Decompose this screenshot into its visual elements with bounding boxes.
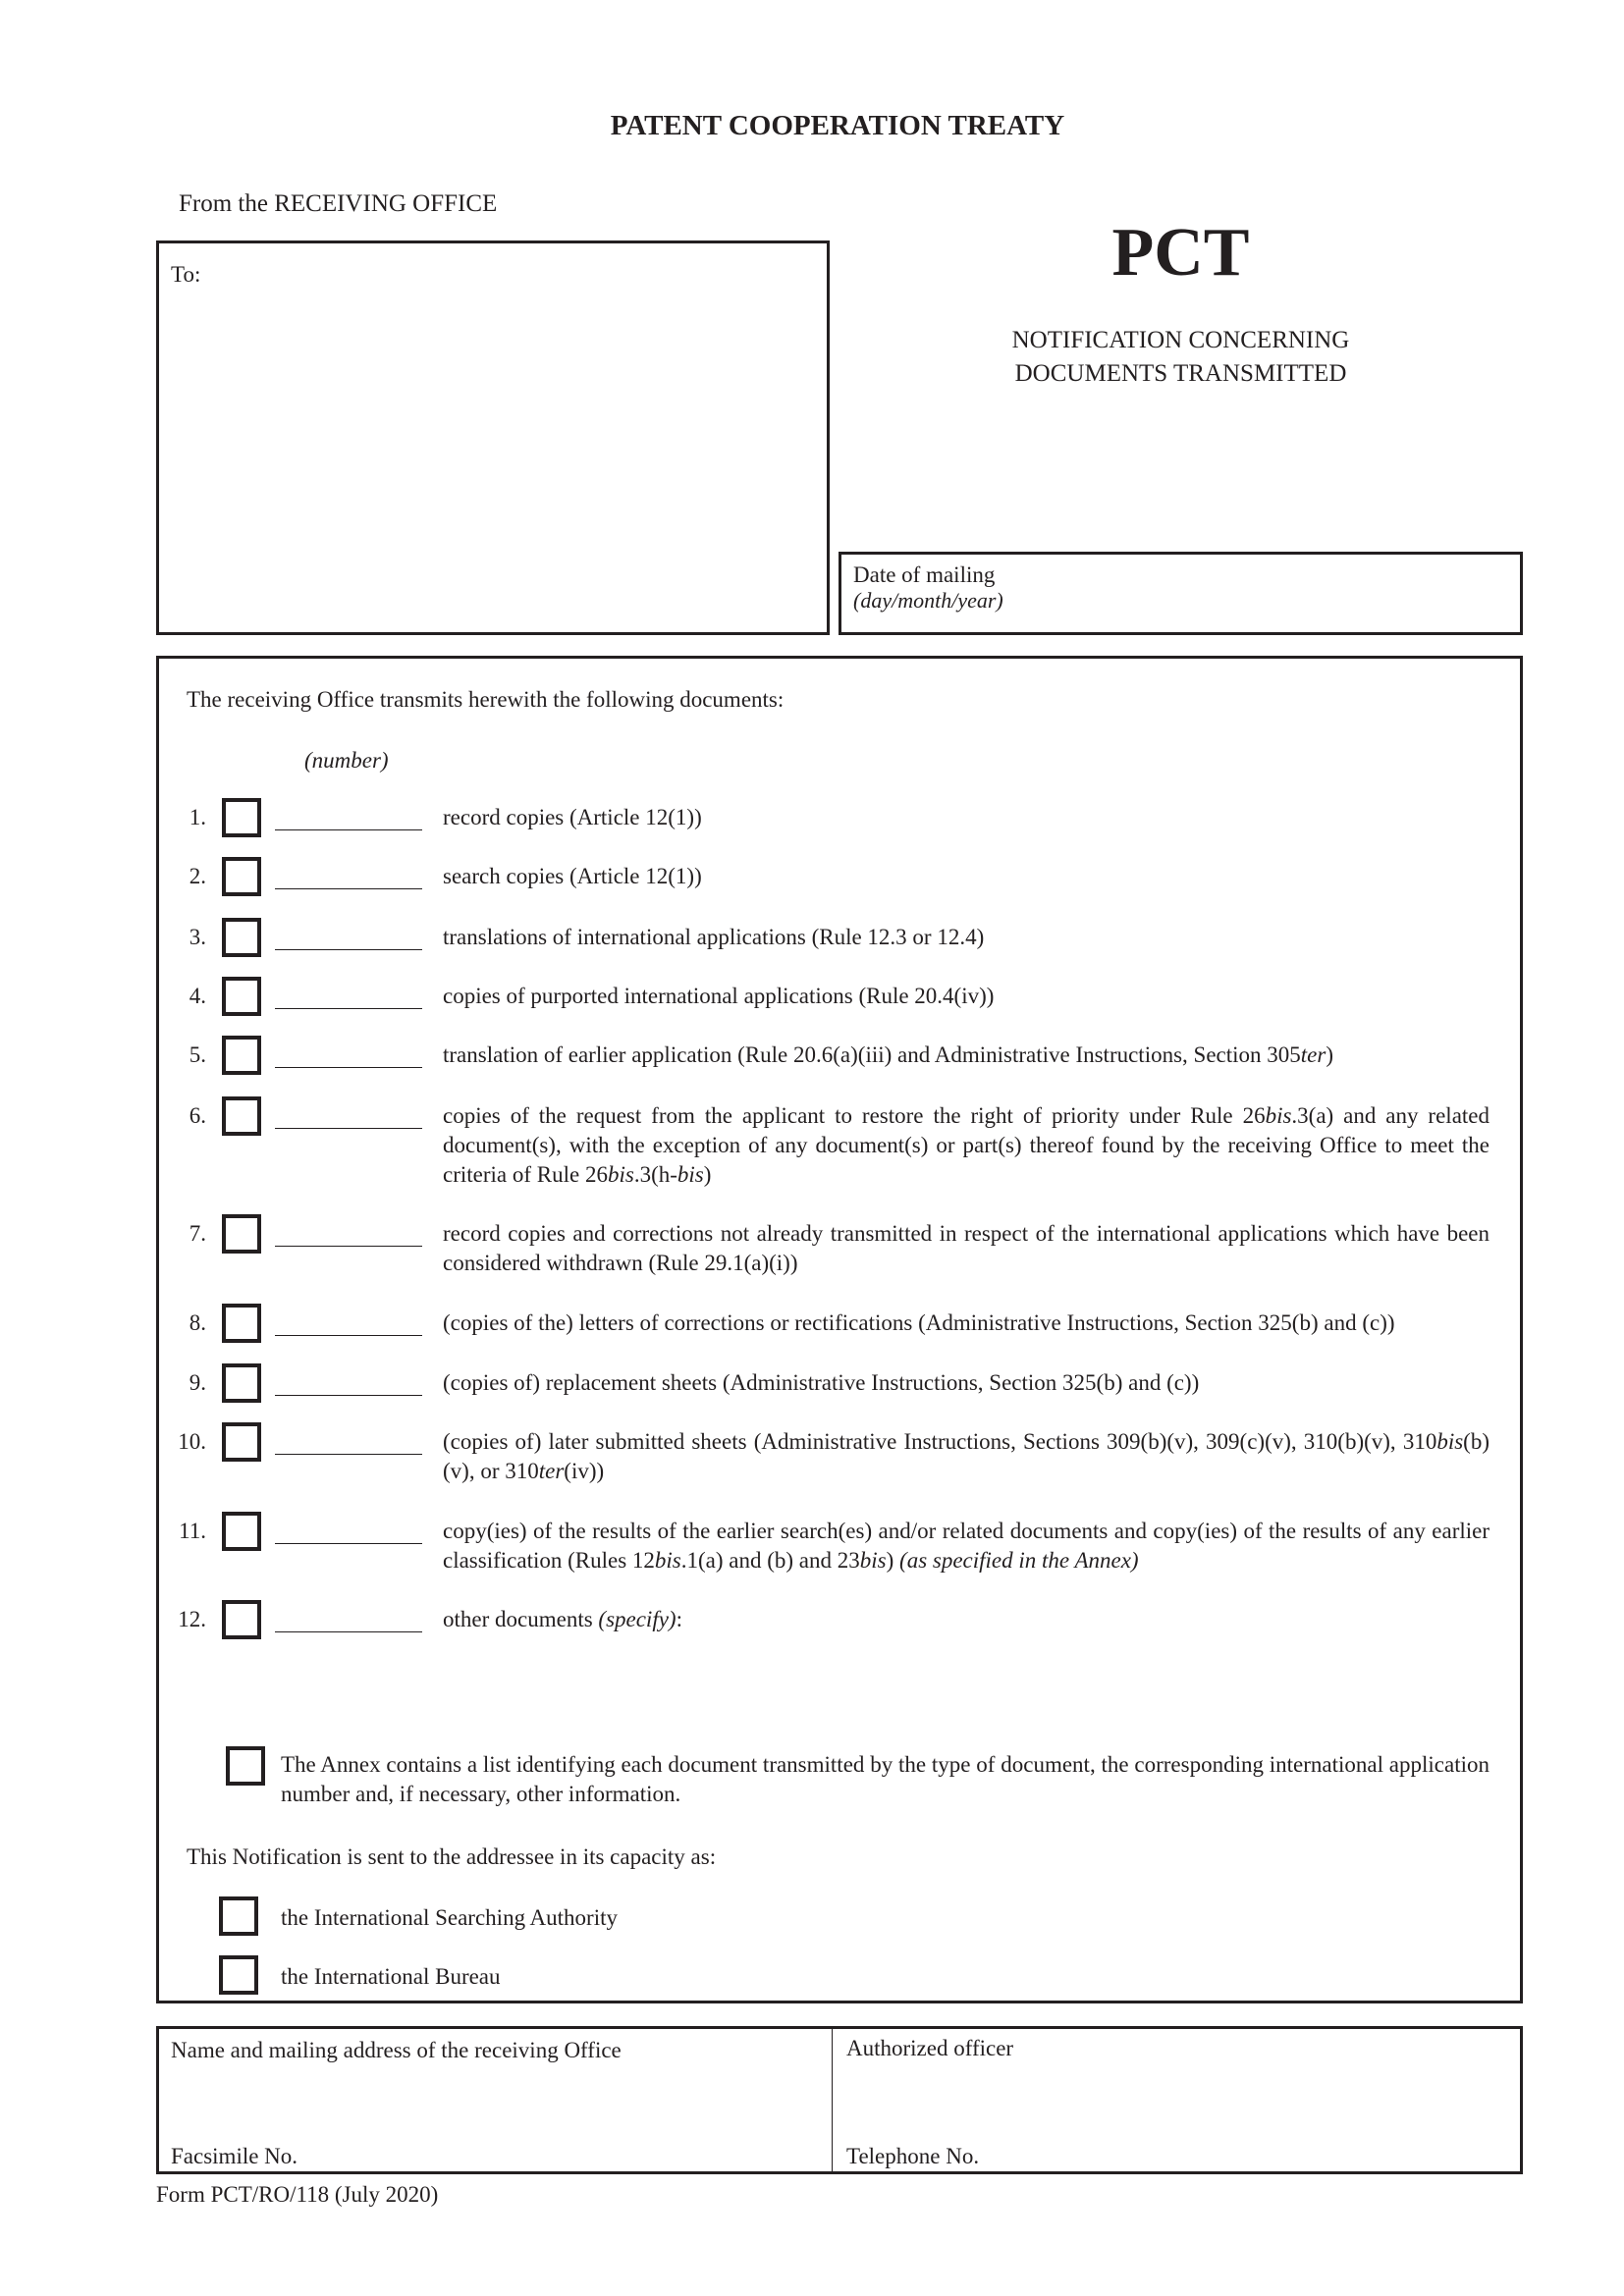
treaty-title: PATENT COOPERATION TREATY xyxy=(610,110,1065,141)
item-checkbox[interactable] xyxy=(222,1036,261,1075)
item-count-field[interactable] xyxy=(275,888,422,889)
capacity-isa-label: the International Searching Authority xyxy=(281,1905,618,1930)
annex-checkbox[interactable] xyxy=(226,1746,265,1786)
item-checkbox[interactable] xyxy=(222,977,261,1016)
item-number: 10. xyxy=(178,1429,206,1454)
form-title xyxy=(839,324,1523,391)
item-count-field[interactable] xyxy=(275,949,422,950)
item-description: other documents (specify): xyxy=(443,1607,682,1631)
item-description: (copies of) later submitted sheets (Administrative Instructions, Sections 309(b)(v), 309(c)(v), 310(b)(v), 310bis(b)(v), or 310ter(iv)) xyxy=(443,1429,1489,1483)
item-checkbox[interactable] xyxy=(222,1214,261,1254)
telephone-label[interactable]: Telephone No. xyxy=(846,2144,980,2168)
date-of-mailing-label: Date of mailing xyxy=(853,562,996,587)
item-number: 7. xyxy=(189,1221,206,1246)
item-checkbox[interactable] xyxy=(222,798,261,837)
capacity-ib-label: the International Bureau xyxy=(281,1964,501,1989)
isa-checkbox[interactable] xyxy=(219,1896,258,1936)
item-description: record copies and corrections not already transmitted in respect of the international applications which have been considered withdrawn (Rule 29.1(a)(i)) xyxy=(443,1221,1489,1275)
item-checkbox[interactable] xyxy=(222,1304,261,1343)
item-description: (copies of) replacement sheets (Administrative Instructions, Section 325(b) and (c)) xyxy=(443,1370,1200,1395)
item-count-field[interactable] xyxy=(275,1395,422,1396)
item-description: (copies of the) letters of corrections or rectifications (Administrative Instructions, Section 325(b) and (c)) xyxy=(443,1310,1395,1335)
item-number: 3. xyxy=(189,925,206,949)
facsimile-label[interactable]: Facsimile No. xyxy=(171,2144,298,2168)
annex-text: The Annex contains a list identifying each document transmitted by the type of document, the corresponding international application number and, if necessary, other information. xyxy=(281,1752,1489,1806)
item-description: copies of purported international applications (Rule 20.4(iv)) xyxy=(443,984,995,1008)
authorized-officer-label[interactable]: Authorized officer xyxy=(846,2036,1014,2060)
date-of-mailing-box[interactable] xyxy=(839,552,1523,635)
date-format-hint: (day/month/year) xyxy=(853,588,1003,613)
item-description: translations of international applications (Rule 12.3 or 12.4) xyxy=(443,925,985,949)
item-number: 11. xyxy=(179,1519,206,1543)
ib-checkbox[interactable] xyxy=(219,1955,258,1995)
pct-heading: PCT xyxy=(1111,215,1250,291)
item-description: copy(ies) of the results of the earlier search(es) and/or related documents and copy(ies) of the results of any earlier classification (Rules 12bis.1(a) and (b) and 23bis) (as specified in the Annex) xyxy=(443,1519,1489,1573)
item-count-field[interactable] xyxy=(275,1128,422,1129)
number-column-label: (number) xyxy=(304,748,389,773)
item-number: 4. xyxy=(189,984,206,1008)
item-checkbox[interactable] xyxy=(222,1422,261,1462)
item-count-field[interactable] xyxy=(275,1335,422,1336)
item-checkbox[interactable] xyxy=(222,857,261,896)
item-description: copies of the request from the applicant to restore the right of priority under Rule 26bis.3(a) and any related document(s), with the exception of any document(s) or part(s) thereof found by the receiving Office to meet the criteria of Rule 26bis.3(h-bis) xyxy=(443,1103,1489,1187)
item-count-field[interactable] xyxy=(275,1454,422,1455)
item-description: search copies (Article 12(1)) xyxy=(443,864,702,888)
to-address-box[interactable] xyxy=(156,240,830,635)
item-number: 12. xyxy=(178,1607,206,1631)
item-count-field[interactable] xyxy=(275,1631,422,1632)
name-address-label[interactable]: Name and mailing address of the receiving Office xyxy=(171,2038,622,2062)
item-number: 2. xyxy=(189,864,206,888)
item-number: 5. xyxy=(189,1042,206,1067)
item-number: 6. xyxy=(189,1103,206,1128)
column-divider xyxy=(832,2029,833,2171)
item-number: 9. xyxy=(189,1370,206,1395)
capacity-intro: This Notification is sent to the addressee in its capacity as: xyxy=(187,1844,717,1869)
item-description: translation of earlier application (Rule 20.6(a)(iii) and Administrative Instructions, Section 305ter) xyxy=(443,1042,1334,1067)
item-checkbox[interactable] xyxy=(222,1096,261,1136)
intro-text: The receiving Office transmits herewith the following documents: xyxy=(187,687,785,712)
item-checkbox[interactable] xyxy=(222,1600,261,1639)
item-count-field[interactable] xyxy=(275,1246,422,1247)
office-details-box xyxy=(156,2026,1523,2174)
to-label: To: xyxy=(171,262,201,287)
item-number: 8. xyxy=(189,1310,206,1335)
item-count-field[interactable] xyxy=(275,1008,422,1009)
item-count-field[interactable] xyxy=(275,1067,422,1068)
from-receiving-office: From the RECEIVING OFFICE xyxy=(179,190,498,217)
item-checkbox[interactable] xyxy=(222,1363,261,1403)
item-count-field[interactable] xyxy=(275,1543,422,1544)
form-title-line-2: DOCUMENTS TRANSMITTED xyxy=(1014,360,1347,387)
form-title-line-1: NOTIFICATION CONCERNING xyxy=(1011,327,1350,353)
item-count-field[interactable] xyxy=(275,829,422,830)
item-checkbox[interactable] xyxy=(222,918,261,957)
form-identifier: Form PCT/RO/118 (July 2020) xyxy=(156,2182,439,2207)
item-number: 1. xyxy=(189,805,206,829)
item-checkbox[interactable] xyxy=(222,1512,261,1551)
item-description: record copies (Article 12(1)) xyxy=(443,805,702,829)
